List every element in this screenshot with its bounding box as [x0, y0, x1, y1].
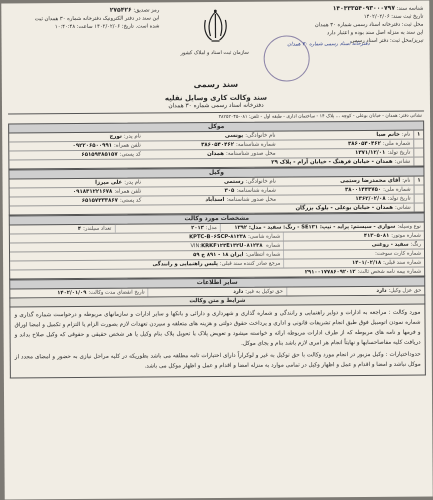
vin-number: KRKF۱۲۳E۱۳۲U۰۸۱۲۳۸ [201, 242, 263, 250]
conditions-paragraph: حدوداختیارات : وکیل مزبور در انجام مورد وکالت با حق توکیل به غیر و لوکراراً دارای اختیارات تامه مطلقه می باشد بطوریکه در کلیه مراحل نیازی به حضور و امضای مجدد از موکل نباشد و امضا و اقدام و عمل و اظهار وکیل در تمامی موارد به منزله امضا و اقدام و عمل و اظهار موکل می باشد. [14, 351, 421, 370]
vehicle-cylinders: ۴ [77, 225, 82, 232]
conditions-text [9, 305, 425, 379]
principal-name: خانم صبا [376, 131, 400, 138]
principal-section-title: موکل [8, 121, 424, 134]
iran-emblem-icon [197, 8, 233, 48]
document-page [1, 1, 432, 500]
agent-family: رستمی [223, 178, 244, 185]
vehicle-description: سواری - سیستم: پراید - تیپ: SE۱۳۱ - رنگ: سفید - مدل: ۱۳۹۲ [234, 223, 396, 231]
conditions-paragraph: مورد وکالت : مراجعه به ادارات و دوایر راهنمایی و رانندگی و شماره گذاری و شهرداری و دارائی و بانکها و سایر ادارات و سازمانهای مربوطه و درخواست شماره گذاری و شماره نمودن اتومبیل فوق طبق انجام تشریفات قانونی و اداری و پرداخت حقوق دولتی و هزینه های متعلقه و سپردن تعهدات لازم بصورت الزام یا التزام و تکمیل و امضا اوراق و فرمها و نامه های مربوطه که از طرف ادارات مربوطه ارائه و خواسته میشود و تعویض پلاک یا تحویل پلاک بنام وکیل یا هر شخص حقیقی و حقوقی که وکیل صلاح بداند و دریافت کلیه مفاصاحسابها و نهایتاً انجام هر امری لازم باشد بنام و بجای موکل. [14, 309, 421, 347]
agent-postal: ۶۵۱۵۷۳۳۳۸۶۷ [81, 197, 118, 204]
document-title: سند وکالت کاری وسایل نقلیه [164, 93, 268, 103]
verification-line: این سند در دفتر الکترونیک دفترخانه شماره ۳۰ همدان ثبت [34, 15, 160, 23]
agent-section-title: وکیل [8, 167, 424, 180]
document-id-block: شناسه سند: ۱۴۰۳۳۳۵۴۰۹۳۰۰۰۷۹۷ تاریخ ثبت سند: ۱۴۰۲/۰۲/۰۶ محل ثبت: دفترخانه اسناد رسمی شماره ۳۰ همدان این سند به منزله اصل سند بوده و اعتبار دارد تبریز/محل ثبت: دفتر اسناد رسمی [273, 5, 423, 46]
verification-code-label: رمز تصدیق: [133, 7, 160, 14]
insurance-number: ۲۹۱۰۰۱۷۷۸۶۰۹۲۰۱۲ [304, 269, 356, 276]
principal-phone: ۰۹۲۲۰۶۵۰۰۹۹۱ [72, 142, 113, 150]
expiry-date: ۱۴۰۲/۰۱/۰۹ [57, 289, 87, 297]
vehicle-spec-block: نوع وسیله:سواری - سیستم: پراید - تیپ: SE۱۳۱ - رنگ: سفید - مدل: ۱۳۹۲ مدل:۲۰۱۳ تعداد سیلندر:۴ شماره موتور:۴۱۳۰۵۰۸۱ شماره شاسی:KPTC-B۰۶SCP-۸۱۲۳۸ رنگ:سفید - روغنی شماره VIN:KRKF۱۲۳E۱۳۲U۰۸۱۲۳۸ شماره کارت سوخت: شماره انتظامی:ایران ۱۸ - ۸۹۱ ج ۵۹ شماره سند قبلی:۱۴۰۱/۰۲/۱۸ مرجع صادر کننده سند قبلی:پلیس راهنمایی و رانندگی شماره بیمه نامه شخص ثالث:۲۹۱۰۰۱۷۷۸۶۰۹۲۰۱۲ [9, 223, 425, 280]
verification-code: ۲۷۵۴۲۶ [109, 6, 132, 14]
spec-section-title: مشخصات مورد وکالت [9, 213, 425, 226]
conditions-section-title: شرایط و متن وکالت [9, 296, 425, 308]
document-header [1, 1, 430, 96]
principal-postal: ۶۵۱۵۹۳۸۵۱۵۷ [81, 151, 118, 158]
agent-index: ۱ [413, 177, 423, 185]
document-title-block [2, 93, 430, 112]
right-to-dismiss: دارد [376, 287, 387, 294]
more-info-block: حق عزل وکیل:دارد حق توکیل به غیر:دارد تاریخ انقضای مدت وکالت:۱۴۰۲/۰۱/۰۹ [9, 287, 425, 299]
agent-issue: اسدآباد [205, 196, 225, 204]
more-section-title: سایر اطلاعات [9, 277, 425, 290]
vehicle-model: ۲۰۱۳ [191, 225, 204, 232]
principal-block: ۱ نام:خانم صبا نام خانوادگی:یونسی نام پدر:تورج شماره ملی:۳۸۶۰۵۴۰۴۶۲ شماره شناسنامه:۳۸۶۰۵۴۰۴۶۲ تلفن همراه:۰۹۲۲۰۶۵۰۰۹۹۱ تاریخ تولد:۱۳۷۱/۱۲/۰۱ محل صدور شناسنامه:همدان کد پستی:۶۵۱۵۹۳۸۵۱۵۷ نشانی:همدان - خیابان فرهنگ - خیابان آرام - پلاک ۲۹ [8, 131, 424, 170]
doc-info-line: محل ثبت: دفترخانه اسناد رسمی شماره ۳۰ همدان [314, 21, 424, 29]
doc-id-label: شناسه سند [398, 5, 424, 12]
engine-number: ۴۱۳۰۵۰۸۱ [363, 232, 390, 239]
verification-line: شده است. تاریخ: ۱۴۰۲/۰۲/۰۶ ساعت: ۱۰:۴۰:۴۸ [54, 23, 160, 31]
organization-name: سازمان ثبت اسناد و املاک کشور [180, 49, 249, 57]
vehicle-color: سفید - روغنی [371, 241, 409, 248]
principal-father: تورج [109, 133, 122, 140]
chassis-number: KPTC-B۰۶SCP-۸۱۲۳۸ [189, 233, 247, 241]
agent-address: همدان - خیابان بوعلی - بلوک بزرگان [295, 204, 393, 212]
document-kind: سند رسمی [193, 79, 239, 90]
right-to-delegate: دارد [233, 288, 244, 295]
plate-number: ایران ۱۸ - ۸۹۱ ج ۵۹ [193, 251, 244, 259]
issuing-authority: پلیس راهنمایی و رانندگی [152, 260, 218, 268]
agent-block: ۱ نام:آقای محمدرضا رستمی نام خانوادگی:رستمی نام پدر:علی میرزا شماره ملی:۳۸۰۰۱۴۴۳۷۵۰ شماره شناسنامه:۳۰۵ تلفن همراه:۰۹۱۸۳۱۲۲۱۶۷۸ تاریخ تولد:۱۳۶۲/۰۲/۰۸ محل صدور شناسنامه:اسدآباد کد پستی:۶۵۱۵۷۳۳۳۸۶۷ نشانی:همدان - خیابان بوعلی - بلوک بزرگان [9, 177, 425, 216]
agent-name: آقای محمدرضا رستمی [340, 177, 401, 185]
agent-phone: ۰۹۱۸۳۱۲۲۱۶۷۸ [72, 188, 113, 196]
office-stamp-text: دفترخانه اسناد رسمی شماره ۳۰ همدان [287, 40, 370, 48]
principal-address: همدان - خیابان فرهنگ - خیابان آرام - پلاک ۲۹ [271, 158, 393, 166]
principal-family: یونسی [224, 132, 244, 139]
doc-info-line: تبریز/محل ثبت: دفتر اسناد رسمی [350, 37, 424, 45]
document-subtitle: دفترخانه اسناد رسمی شماره ۳۰ همدان [168, 102, 264, 110]
agent-national-id: ۳۸۰۰۱۴۴۳۷۵۰ [344, 186, 382, 194]
doc-info-line: این سند به منزله اصل سند بوده و اعتبار دارد [326, 29, 424, 37]
doc-info-line: تاریخ ثبت سند: ۱۴۰۲/۰۲/۰۶ [363, 13, 424, 20]
agent-id-no: ۳۰۵ [224, 187, 235, 194]
principal-birth: ۱۳۷۱/۱۲/۰۱ [355, 149, 386, 157]
previous-doc: ۱۴۰۱/۰۲/۱۸ [352, 259, 382, 267]
principal-issue: همدان [207, 150, 225, 158]
principal-id-no: ۳۸۶۰۵۴۰۴۶۲ [201, 141, 235, 149]
doc-id: ۱۴۰۳۳۳۵۴۰۹۳۰۰۰۷۹۷ [332, 4, 396, 13]
verification-block [9, 6, 159, 31]
agent-birth: ۱۳۶۲/۰۲/۰۸ [355, 195, 386, 203]
principal-index: ۱ [413, 131, 423, 139]
principal-national-id: ۳۸۶۰۵۴۰۴۶۲ [347, 140, 381, 148]
office-address: نشانی دفتر: همدان - خیابان بوعلی - کوچه ... پلاک ۱۴ - ساختمان اداری - طبقه اول - تلفن: ۰۸۱-۳۸۲۵۲۰۴۵ [8, 111, 424, 124]
agent-father: علی میرزا [95, 179, 123, 186]
